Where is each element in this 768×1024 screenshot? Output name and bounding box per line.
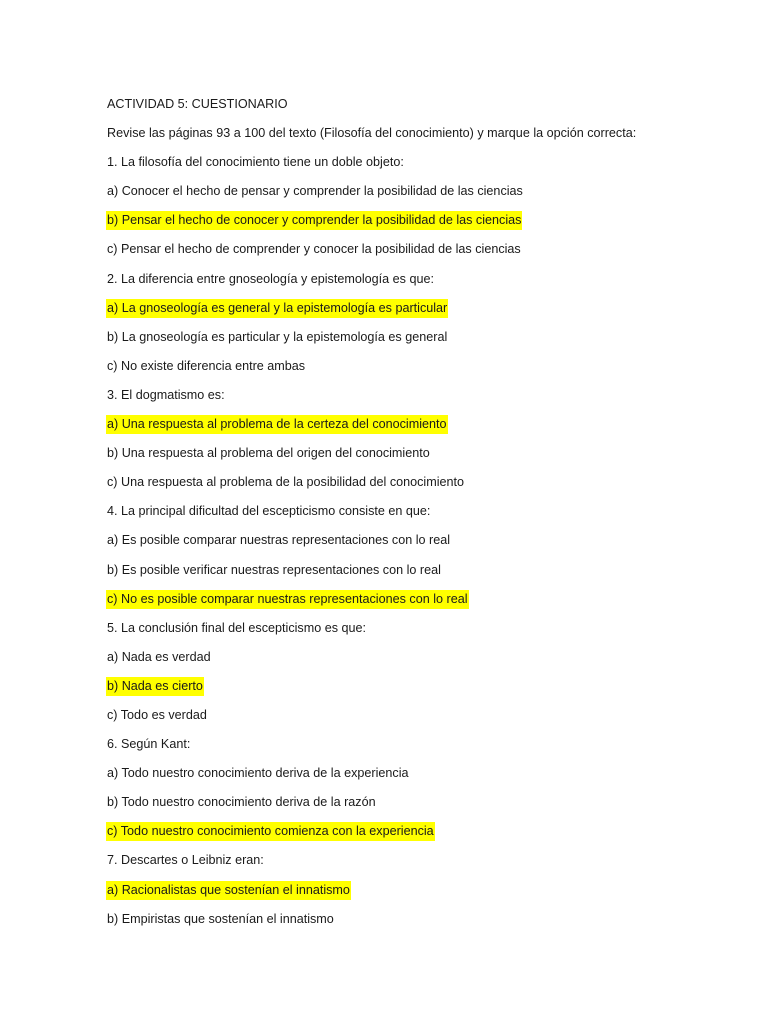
- answer-text: b) Empiristas que sostenían el innatismo: [107, 911, 334, 926]
- answer-option: [106, 701, 746, 730]
- answer-text: b) Todo nuestro conocimiento deriva de la razón: [107, 795, 376, 810]
- answer-option: [106, 643, 746, 672]
- answer-text: c) No existe diferencia entre ambas: [107, 358, 306, 373]
- question-prompt: 1. La filosofía del conocimiento tiene un doble objeto:: [107, 155, 404, 170]
- question-prompt-line: [106, 265, 746, 294]
- question-prompt-line: [106, 497, 746, 526]
- answer-text: b) La gnoseología es particular y la epistemología es general: [107, 329, 448, 344]
- answer-text: b) Es posible verificar nuestras representaciones con lo real: [107, 562, 441, 577]
- answer-option: [106, 177, 746, 206]
- selected-answer-text: a) Una respuesta al problema de la certeza del conocimiento: [106, 415, 448, 434]
- selected-answer-text: c) No es posible comparar nuestras representaciones con lo real: [106, 590, 469, 609]
- question-prompt-line: [106, 730, 746, 759]
- answer-option: [106, 468, 746, 497]
- question-prompt: 6. Según Kant:: [107, 737, 191, 752]
- answer-option: [106, 352, 746, 381]
- question-list: [106, 148, 746, 934]
- question-prompt: 4. La principal dificultad del escepticismo consiste en que:: [107, 504, 431, 519]
- document-title-line: [106, 90, 746, 119]
- answer-option: [106, 526, 746, 555]
- answer-option: [106, 439, 746, 468]
- instructions-text: Revise las páginas 93 a 100 del texto (Filosofía del conocimiento) y marque la opción correcta:: [107, 126, 637, 141]
- question-prompt-line: [106, 614, 746, 643]
- selected-answer-text: c) Todo nuestro conocimiento comienza con la experiencia: [106, 822, 435, 841]
- answer-option: [106, 788, 746, 817]
- answer-text: a) Conocer el hecho de pensar y comprender la posibilidad de las ciencias: [107, 184, 523, 199]
- answer-option-highlighted: [106, 672, 746, 701]
- document-page: [106, 90, 746, 934]
- answer-text: c) Todo es verdad: [107, 707, 207, 722]
- question-prompt: 7. Descartes o Leibniz eran:: [107, 853, 264, 868]
- answer-option: [106, 905, 746, 934]
- question-prompt-line: [106, 381, 746, 410]
- answer-option-highlighted: [106, 410, 746, 439]
- answer-option: [106, 235, 746, 264]
- answer-option-highlighted: [106, 585, 746, 614]
- question-prompt-line: [106, 846, 746, 875]
- answer-text: b) Una respuesta al problema del origen del conocimiento: [107, 446, 430, 461]
- answer-text: a) Nada es verdad: [107, 649, 211, 664]
- question-prompt: 3. El dogmatismo es:: [107, 387, 225, 402]
- answer-option-highlighted: [106, 817, 746, 846]
- question-prompt: 5. La conclusión final del escepticismo es que:: [107, 620, 367, 635]
- question-prompt-line: [106, 148, 746, 177]
- selected-answer-text: b) Pensar el hecho de conocer y comprender la posibilidad de las ciencias: [106, 211, 522, 230]
- question-prompt: 2. La diferencia entre gnoseología y epistemología es que:: [107, 271, 434, 286]
- instructions-line: [106, 119, 746, 148]
- answer-option: [106, 323, 746, 352]
- answer-text: c) Pensar el hecho de comprender y conocer la posibilidad de las ciencias: [107, 242, 521, 257]
- answer-option: [106, 759, 746, 788]
- selected-answer-text: a) La gnoseología es general y la epistemología es particular: [106, 299, 448, 318]
- answer-option: [106, 556, 746, 585]
- selected-answer-text: a) Racionalistas que sostenían el innatismo: [106, 881, 351, 900]
- answer-text: c) Una respuesta al problema de la posibilidad del conocimiento: [107, 475, 465, 490]
- answer-option-highlighted: [106, 294, 746, 323]
- answer-text: a) Todo nuestro conocimiento deriva de la experiencia: [107, 766, 409, 781]
- answer-option-highlighted: [106, 876, 746, 905]
- document-title: ACTIVIDAD 5: CUESTIONARIO: [107, 97, 288, 111]
- answer-text: a) Es posible comparar nuestras representaciones con lo real: [107, 533, 451, 548]
- selected-answer-text: b) Nada es cierto: [106, 677, 204, 696]
- answer-option-highlighted: [106, 206, 746, 235]
